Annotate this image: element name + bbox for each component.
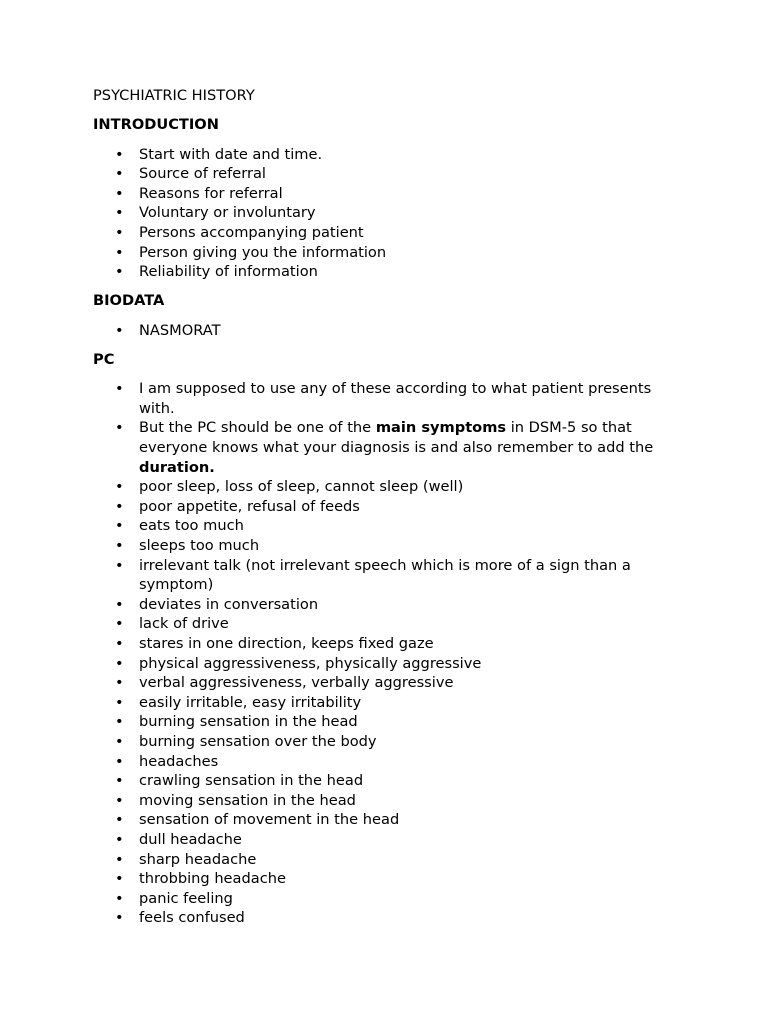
bullet-icon: • [115, 223, 124, 241]
list-item: • stares in one direction, keeps fixed gaze [115, 634, 434, 652]
bullet-icon: • [115, 380, 124, 398]
list-item: • eats too much [115, 517, 244, 535]
emphasis-main-symptoms: main symptoms [375, 419, 507, 437]
bullet-icon: • [115, 791, 124, 809]
bullet-icon: • [115, 732, 124, 750]
list-item: • sensation of movement in the head [115, 811, 400, 829]
list-item: • feels confused [115, 909, 245, 927]
list-item: • But the PC should be one of the main symptoms in DSM-5 so that everyone knows what your diagnosis is and also remember to add the duration. [115, 419, 654, 476]
list-item: • Start with date and time. [115, 145, 323, 163]
bullet-icon: • [115, 889, 124, 907]
bullet-icon: • [115, 184, 124, 202]
list-item: • verbal aggressiveness, verbally aggressive [115, 674, 454, 692]
list-item: • Persons accompanying patient [115, 223, 364, 241]
bullet-icon: • [115, 909, 124, 927]
list-item: • poor appetite, refusal of feeds [115, 497, 360, 515]
list-item: • deviates in conversation [115, 595, 319, 613]
document-page [93, 86, 673, 938]
emphasis-duration: duration. [139, 458, 215, 476]
bullet-icon: • [115, 497, 124, 515]
introduction-list [93, 145, 673, 282]
section-heading-introduction: INTRODUCTION [93, 116, 219, 134]
biodata-list [93, 321, 673, 341]
bullet-icon: • [115, 634, 124, 652]
list-item: • I am supposed to use any of these according to what patient presents with. [115, 380, 652, 417]
list-item: • panic feeling [115, 889, 233, 907]
bullet-icon: • [115, 165, 124, 183]
bullet-icon: • [115, 674, 124, 692]
bullet-icon: • [115, 517, 124, 535]
bullet-icon: • [115, 419, 124, 437]
list-item: • dull headache [115, 830, 242, 848]
bullet-icon: • [115, 850, 124, 868]
list-item: • Reasons for referral [115, 184, 283, 202]
bullet-icon: • [115, 595, 124, 613]
bullet-icon: • [115, 830, 124, 848]
bullet-icon: • [115, 263, 124, 281]
list-item: • throbbing headache [115, 870, 286, 888]
pc-list [93, 379, 673, 928]
bullet-icon: • [115, 811, 124, 829]
list-item: • easily irritable, easy irritability [115, 693, 362, 711]
list-item: • lack of drive [115, 615, 229, 633]
section-heading-biodata: BIODATA [93, 292, 165, 310]
list-item: • crawling sensation in the head [115, 772, 364, 790]
bullet-icon: • [115, 772, 124, 790]
list-item: • Voluntary or involuntary [115, 204, 316, 222]
bullet-icon: • [115, 556, 124, 574]
list-item: • NASMORAT [115, 321, 221, 339]
list-item: • Source of referral [115, 165, 266, 183]
bullet-icon: • [115, 713, 124, 731]
bullet-icon: • [115, 145, 124, 163]
list-item: • moving sensation in the head [115, 791, 356, 809]
bullet-icon: • [115, 654, 124, 672]
bullet-icon: • [115, 870, 124, 888]
bullet-icon: • [115, 478, 124, 496]
bullet-icon: • [115, 537, 124, 554]
document-title: PSYCHIATRIC HISTORY [93, 87, 255, 104]
list-item: • sharp headache [115, 850, 257, 868]
list-item: • burning sensation over the body [115, 732, 377, 750]
list-item: • Reliability of information [115, 263, 318, 281]
list-item: • physical aggressiveness, physically aggressive [115, 654, 482, 672]
list-item: • sleeps too much [115, 537, 260, 554]
bullet-icon: • [115, 693, 124, 711]
list-item: • headaches [115, 752, 219, 770]
bullet-icon: • [115, 243, 124, 261]
list-item: • Person giving you the information [115, 243, 387, 261]
bullet-icon: • [115, 321, 124, 339]
list-item: • irrelevant talk (not irrelevant speech which is more of a sign than a symptom) [115, 556, 631, 594]
section-heading-pc: PC [93, 350, 115, 368]
bullet-icon: • [115, 752, 124, 770]
bullet-icon: • [115, 204, 124, 222]
list-item: • poor sleep, loss of sleep, cannot sleep (well) [115, 478, 464, 496]
bullet-icon: • [115, 615, 124, 633]
list-item: • burning sensation in the head [115, 713, 358, 731]
